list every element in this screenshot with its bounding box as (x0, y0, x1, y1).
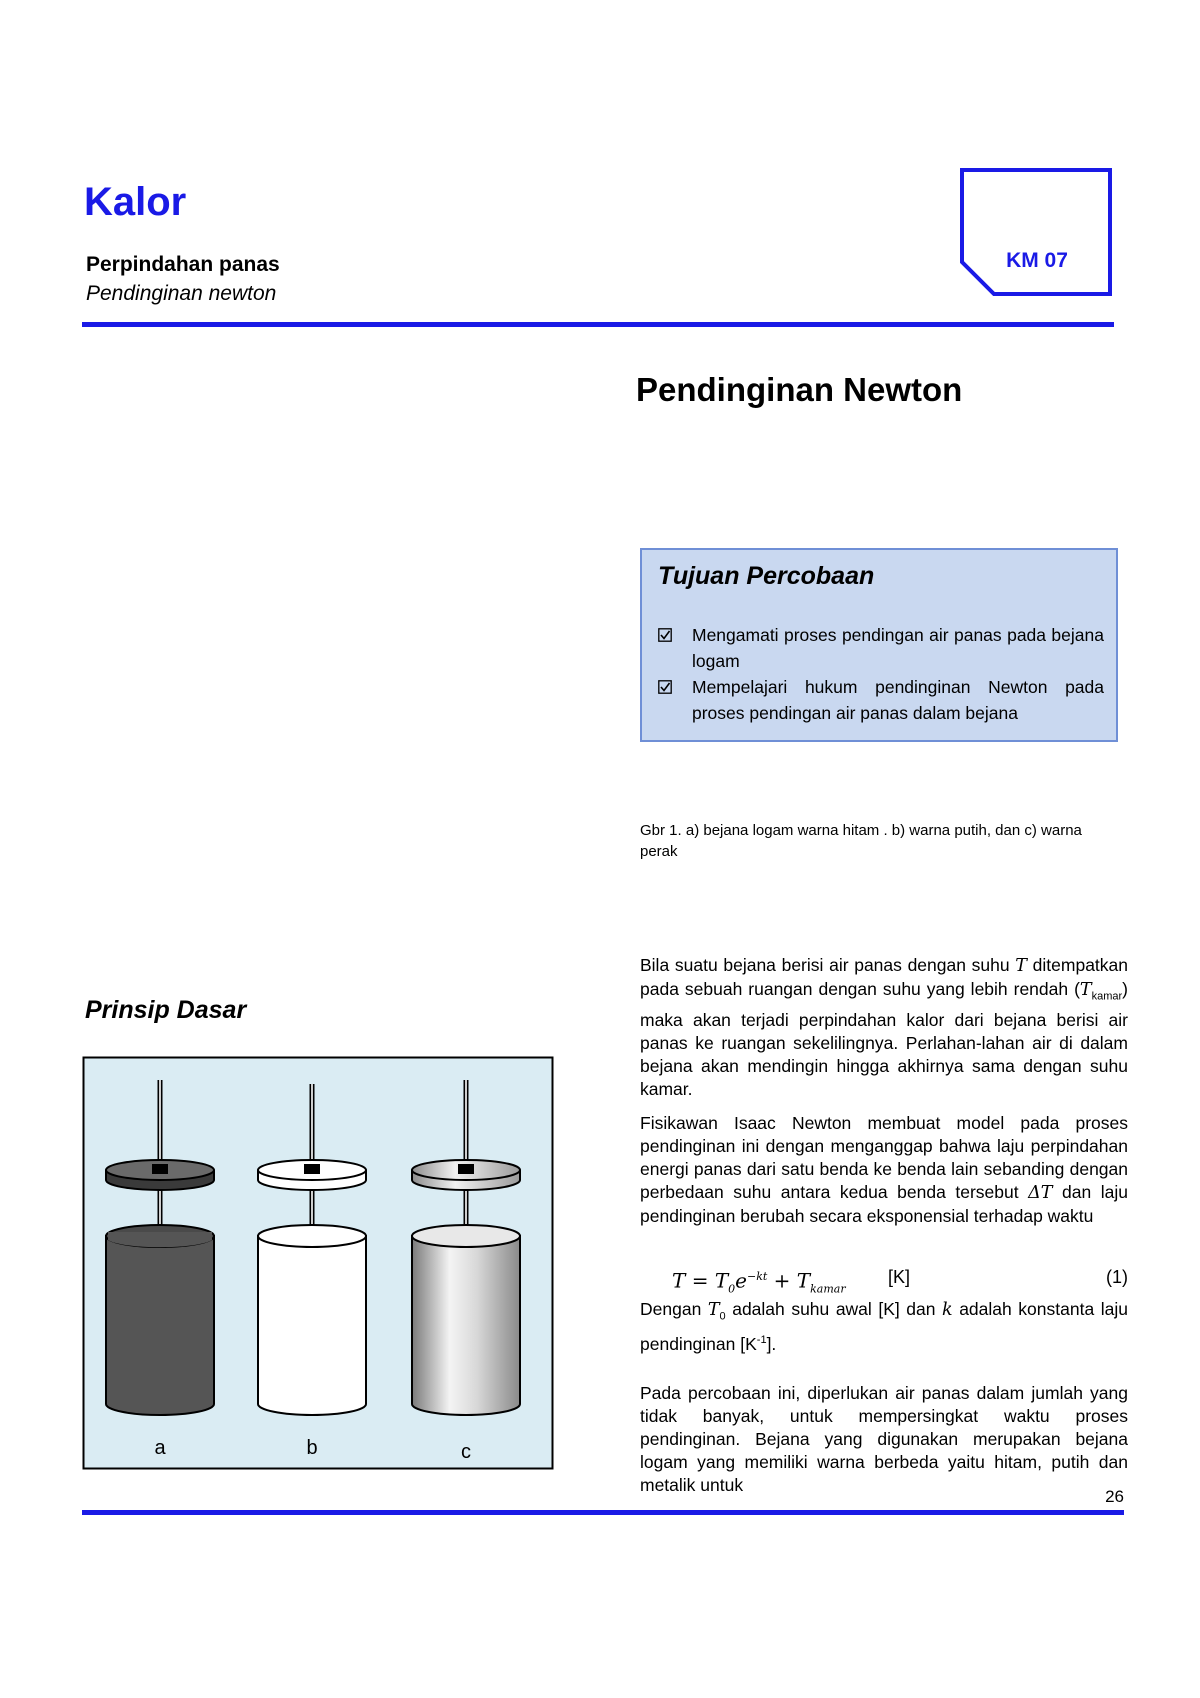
objective-text: Mengamati proses pendingan air panas pada bejana logam (692, 625, 1104, 671)
vessel-label-c: c (461, 1441, 471, 1463)
objective-item (658, 674, 1104, 726)
header-divider (82, 322, 1114, 327)
objective-text: Mempelajari hukum pendinginan Newton pada proses pendingan air panas dalam bejana (692, 677, 1104, 723)
vessel-label-a: a (154, 1437, 166, 1459)
objective-item (658, 622, 1104, 674)
objectives-box (640, 548, 1118, 742)
equation-unit: [K] (888, 1267, 911, 1287)
document-subtitle: Perpindahan panas (86, 253, 280, 276)
page-number: 26 (1105, 1487, 1124, 1506)
checkbox-checked-icon (658, 680, 672, 694)
section-title: Pendinginan Newton (636, 371, 963, 408)
paragraph-newton-model: Fisikawan Isaac Newton membuat model pada proses pendinginan ini dengan menganggap bahwa laju perpindahan energi panas dari satu benda ke benda lain sebanding dengan perbedaan suhu antara kedua benda tersebut ΔT dan laju pendinginan berubah secara eksponensial terhadap waktu (640, 1113, 1128, 1226)
objectives-title: Tujuan Percobaan (658, 562, 875, 590)
document-subsubtitle: Pendinginan newton (86, 282, 277, 305)
figure-caption: Gbr 1. a) bejana logam warna hitam . b) warna putih, dan c) warna perak (640, 822, 1082, 860)
paragraph-intro: Bila suatu bejana berisi air panas dengan suhu T ditempatkan pada sebuah ruangan dengan suhu yang lebih rendah $(T_{kamar})$ maka akan terjadi perpindahan kalor dari bejana berisi air panas ke ruangan sekelilingnya. Perlahan-lahan air di dalam bejana akan mendingin hingga akhirnya sama dengan suhu kamar. (640, 955, 1129, 1099)
module-code: KM 07 (1006, 249, 1068, 272)
equation-number: (1) (1106, 1267, 1128, 1287)
equation-newton-cooling (672, 1262, 1128, 1296)
vessel-label-b: b (306, 1437, 318, 1459)
principles-heading: Prinsip Dasar (85, 996, 247, 1024)
footer-divider (82, 1510, 1124, 1515)
checkbox-checked-icon (658, 628, 672, 642)
objectives-list (658, 622, 1104, 726)
equation-formula: $T = T_0e^{-kt} + T_{kamar}$ (672, 1268, 846, 1296)
paragraph-experiment: Pada percobaan ini, diperlukan air panas dalam jumlah yang tidak banyak, untuk mempersingkat waktu proses pendinginan. Bejana yang digunakan merupakan bejana logam yang memiliki warna berbeda yaitu hitam, putih dan metalik untuk (640, 1383, 1128, 1495)
vessels-figure (82, 1056, 554, 1470)
paragraph-variables: Dengan $T_0$ adalah suhu awal [K] dan k adalah konstanta laju pendinginan $[K^{-1}]$. (640, 1299, 1128, 1354)
module-badge-frame (960, 168, 1112, 296)
document-title: Kalor (84, 180, 187, 224)
